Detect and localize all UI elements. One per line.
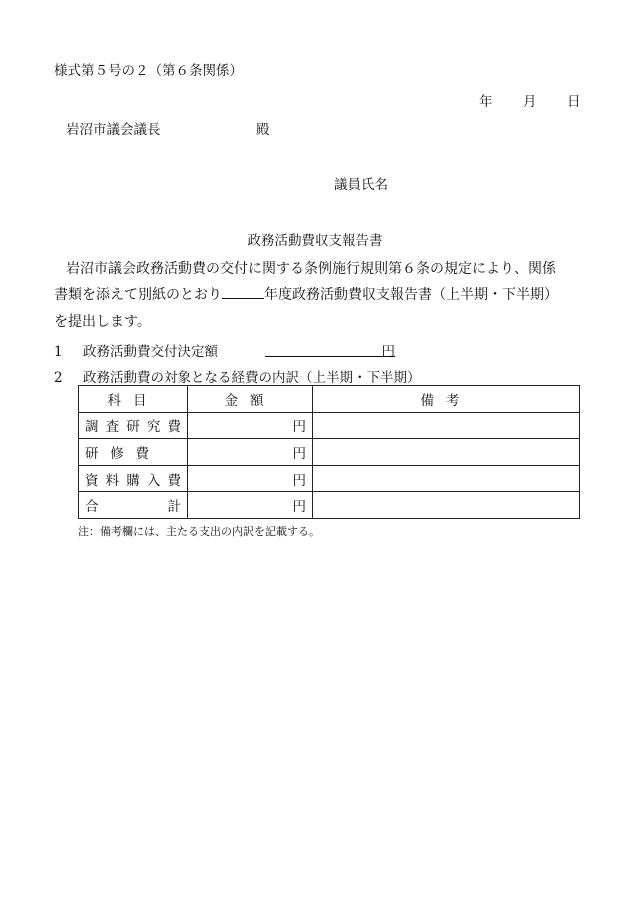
- fiscal-year-blank: [222, 286, 264, 299]
- grant-amount-unit: 円: [381, 344, 395, 360]
- form-number: 様式第５号の２（第６条関係）: [54, 63, 243, 79]
- item-2-label: 政務活動費の対象となる経費の内訳（上半期・下半期）: [83, 370, 421, 386]
- table-row: [79, 439, 580, 466]
- body-line-2: [54, 284, 558, 304]
- header-remarks: 備考: [313, 386, 580, 413]
- table-row: [79, 492, 580, 519]
- row-subject: 研修費: [79, 439, 188, 466]
- body-line-1: 岩沼市議会政務活動費の交付に関する条例施行規則第６条の規定により、関係: [66, 261, 556, 277]
- row-remarks: [313, 412, 580, 439]
- date-year-label: 年: [479, 94, 493, 110]
- item-2: [54, 366, 421, 386]
- body-line-3: を提出します。: [54, 314, 151, 330]
- header-amount: 金額: [188, 386, 313, 413]
- footnote: 注：備考欄には、主たる支出の内訳を記載する。: [78, 525, 320, 538]
- report-title: 政務活動費収支報告書: [247, 233, 383, 249]
- row-amount: 円: [188, 492, 313, 519]
- table-row: [79, 465, 580, 492]
- table-header-row: [79, 386, 580, 413]
- item-1-label: 政務活動費交付決定額: [83, 344, 218, 360]
- date-month-label: 月: [523, 94, 537, 110]
- row-amount: 円: [188, 412, 313, 439]
- body-line-2-prefix: 書類を添えて別紙のとおり: [54, 287, 222, 303]
- member-name-label: 議員氏名: [334, 177, 388, 193]
- row-subject: 合計: [79, 492, 188, 519]
- expense-breakdown-table: [78, 385, 580, 519]
- item-2-number: 2: [54, 370, 63, 386]
- item-1: [54, 340, 218, 360]
- row-remarks: [313, 492, 580, 519]
- row-remarks: [313, 465, 580, 492]
- header-subject: 科目: [79, 386, 188, 413]
- body-line-2-suffix: 年度政務活動費収支報告書（上半期・下半期）: [264, 287, 558, 303]
- item-1-number: 1: [54, 344, 63, 360]
- date-day-label: 日: [567, 94, 581, 110]
- row-remarks: [313, 439, 580, 466]
- grant-amount-field: [265, 340, 395, 360]
- row-amount: 円: [188, 439, 313, 466]
- table-row: [79, 412, 580, 439]
- addressee: 岩沼市議会議長: [66, 122, 161, 138]
- row-amount: 円: [188, 465, 313, 492]
- row-subject: 調査研究費: [79, 412, 188, 439]
- row-subject: 資料購入費: [79, 465, 188, 492]
- honorific: 殿: [256, 122, 270, 138]
- date-line: [479, 90, 581, 110]
